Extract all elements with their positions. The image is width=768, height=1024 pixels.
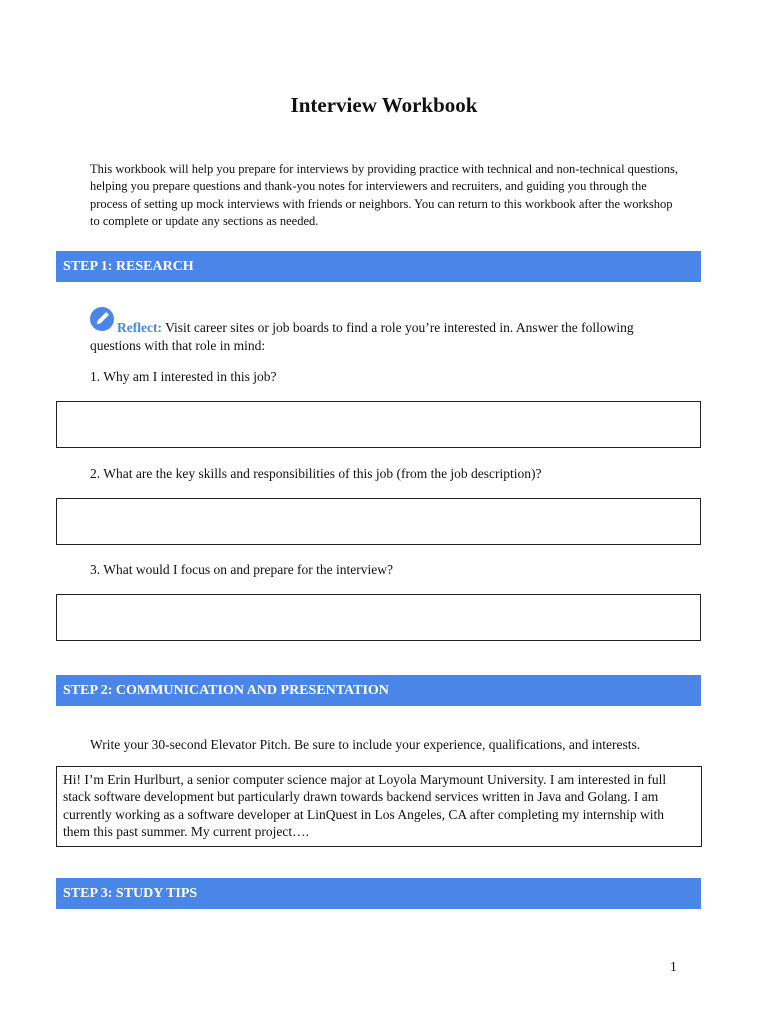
reflect-text-line1: Visit career sites or job boards to find a role you’re interested in. Answer the following bbox=[161, 320, 634, 335]
reflect-text-line2: questions with that role in mind: bbox=[90, 337, 266, 353]
pitch-line: Hi! I’m Erin Hurlburt, a senior computer science major at Loyola Marymount University. I am interested in full bbox=[63, 772, 667, 787]
reflect-label: Reflect: bbox=[117, 320, 162, 335]
answer-box-1[interactable] bbox=[56, 401, 701, 448]
intro-paragraph: This workbook will help you prepare for interviews by providing practice with technical and non-technical questions, helping you prepare questions and thank-you notes for interviewers and recruiters, and guiding you through the process of setting up mock interviews with friends or neighbors. You can return to this workbook after the workshop to complete or update any sections as needed. bbox=[90, 162, 679, 229]
page-number: 1 bbox=[670, 959, 677, 974]
question-3: 3. What would I focus on and prepare for the interview? bbox=[90, 562, 394, 577]
answer-box-3[interactable] bbox=[56, 594, 701, 641]
answer-box-2[interactable] bbox=[56, 498, 701, 545]
reflect-block bbox=[90, 307, 690, 354]
question-2: 2. What are the key skills and responsibilities of this job (from the job description)? bbox=[90, 466, 542, 481]
elevator-pitch-box[interactable] bbox=[56, 766, 702, 847]
pitch-prompt: Write your 30-second Elevator Pitch. Be sure to include your experience, qualifications, and interests. bbox=[90, 737, 641, 752]
pitch-line: currently working as a software developer at LinQuest in Los Angeles, CA after completing my internship with bbox=[63, 806, 664, 822]
page-title: Interview Workbook bbox=[290, 93, 478, 117]
step3-heading: STEP 3: STUDY TIPS bbox=[56, 878, 701, 909]
question-1: 1. Why am I interested in this job? bbox=[90, 369, 277, 384]
pitch-line: them this past summer. My current project…. bbox=[63, 824, 309, 840]
pitch-line: stack software development but particularly drawn towards backend services written in Java and Golang. I am bbox=[63, 789, 659, 805]
step1-heading: STEP 1: RESEARCH bbox=[56, 251, 701, 282]
step2-heading: STEP 2: COMMUNICATION AND PRESENTATION bbox=[56, 675, 701, 706]
pencil-icon bbox=[90, 307, 114, 331]
